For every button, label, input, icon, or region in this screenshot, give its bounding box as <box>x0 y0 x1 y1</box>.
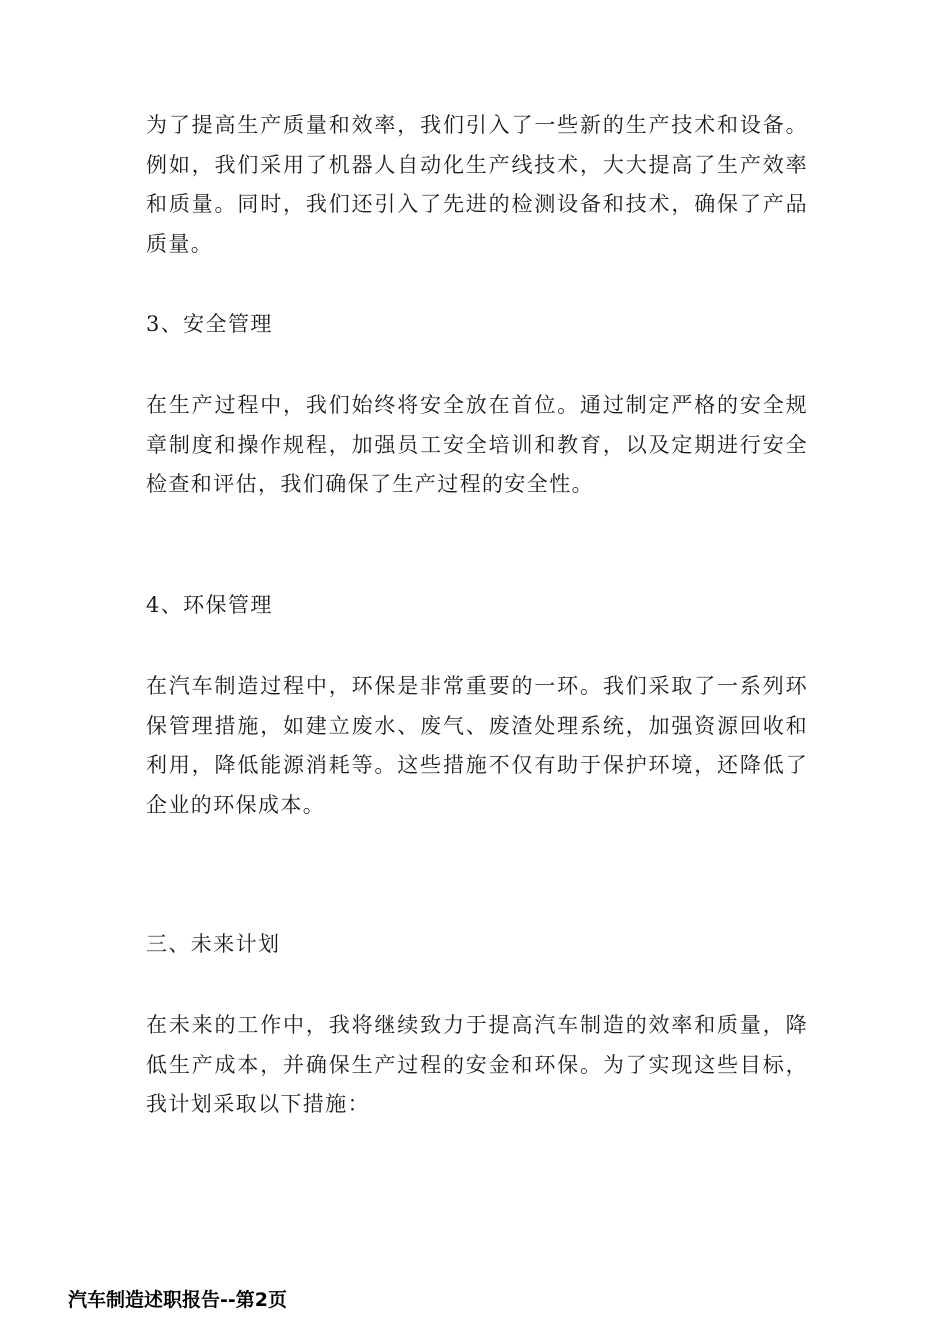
heading-safety-management: 3、安全管理 <box>146 312 273 336</box>
paragraph-future-plans: 在未来的工作中，我将继续致力于提高汽车制造的效率和质量，降低生产成本，并确保生产过程的安金和环保。为了实现这些目标，我计划采取以下措施： <box>146 1013 808 1117</box>
paragraph-environmental-management: 在汽车制造过程中，环保是非常重要的一环。我们采取了一系列环保管理措施，如建立废水、废气、废渣处理系统，加强资源回收和利用，降低能源消耗等。这些措施不仅有助于保护环境，还降低了企业的环保成本。 <box>146 674 808 818</box>
paragraph-safety-management: 在生产过程中，我们始终将安全放在首位。通过制定严格的安全规章制度和操作规程，加强员工安全培训和教育，以及定期进行安全检查和评估，我们确保了生产过程的安全性。 <box>146 393 808 497</box>
page-footer: 汽车制造述职报告--第2页 <box>68 1289 287 1311</box>
paragraph-production-technology: 为了提高生产质量和效率，我们引入了一些新的生产技术和设备。例如，我们采用了机器人自动化生产线技术，大大提高了生产效率和质量。同时，我们还引入了先进的检测设备和技术，确保了产品质量。 <box>146 113 808 257</box>
heading-environmental-management: 4、环保管理 <box>146 593 273 617</box>
heading-future-plans: 三、未来计划 <box>146 932 281 956</box>
